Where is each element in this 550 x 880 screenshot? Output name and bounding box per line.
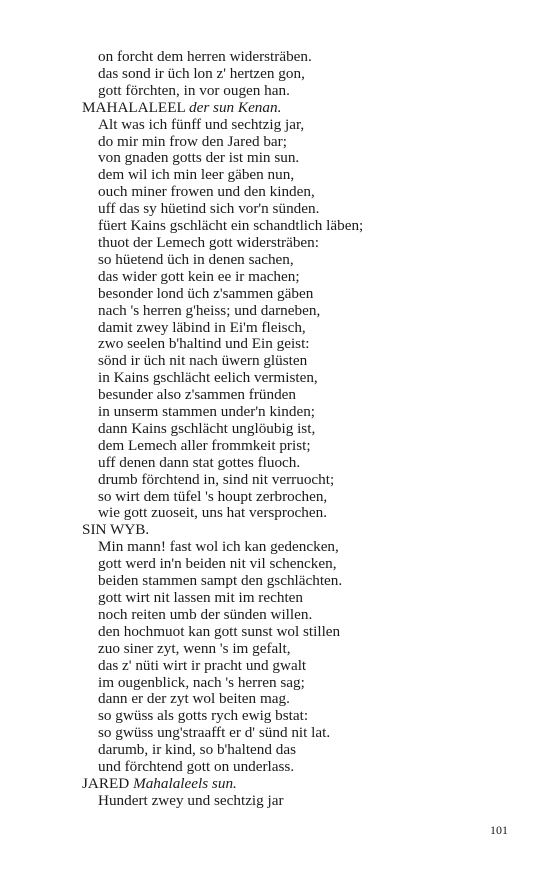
verse-line: von gnaden gotts der ist min sun.	[98, 149, 300, 167]
verse-line: noch reiten umb der sünden willen.	[98, 605, 313, 623]
verse-line: in Kains gschlächt eelich vermisten,	[98, 369, 318, 387]
speaker-name: JARED	[82, 774, 130, 792]
verse-line: on forcht dem herren widersträben.	[98, 48, 312, 65]
verse-line: das sond ir üch lon z' hertzen gon,	[98, 64, 305, 82]
verse-line: dem Lemech aller frommkeit prist;	[98, 436, 311, 454]
verse-line: uff denen dann stat gottes fluoch.	[98, 453, 301, 471]
verse-line: das z' nüti wirt ir pracht und gwalt	[98, 656, 307, 674]
verse-line: gott werd in'n beiden nit vil schencken,	[98, 555, 337, 573]
verse-line: beiden stammen sampt den gschlächten.	[98, 572, 343, 590]
verse-line: zwo seelen b'haltind und Ein geist:	[98, 335, 310, 353]
verse-line: drumb förchtend in, sind nit verruocht;	[98, 470, 335, 488]
verse-line: in unserm stammen under'n kinden;	[98, 403, 316, 421]
verse-line: Alt was ich fünff und sechtzig jar,	[98, 115, 305, 133]
speaker-heading	[82, 776, 522, 793]
verse-line: besonder lond üch z'sammen gäben	[98, 284, 314, 302]
verse-line: Min mann! fast wol ich kan gedencken,	[98, 538, 339, 556]
verse-line: im ougenblick, nach 's herren sag;	[98, 673, 305, 691]
verse-line: nach 's herren g'heiss; und darneben,	[98, 301, 321, 319]
verse-line: den hochmuot kan gott sunst wol stillen	[98, 622, 341, 640]
verse-line: thuot der Lemech gott widersträben:	[98, 233, 319, 251]
verse-line: so wirt dem tüfel 's houpt zerbrochen,	[98, 487, 328, 505]
verse-line: dem wil ich min leer gäben nun,	[98, 166, 295, 184]
verse-line: so gwüss ung'straafft er d' sünd nit lat.	[98, 724, 331, 742]
verse-line: und förchtend gott on underlass.	[98, 758, 295, 776]
verse-line: besunder also z'sammen fründen	[98, 386, 297, 404]
verse-line: gott förchten, in vor ougen han.	[98, 81, 290, 99]
verse-line: so hüetend üch in denen sachen,	[98, 250, 294, 268]
page-number: 101	[490, 823, 508, 837]
verse-line: zuo siner zyt, wenn 's im gefalt,	[98, 639, 291, 657]
verse-line: dann Kains gschlächt unglöubig ist,	[98, 419, 316, 437]
speaker-heading	[82, 100, 522, 117]
speaker-name: SIN WYB.	[82, 521, 150, 539]
verse-line: uff das sy hüetind sich vor'n sünden.	[98, 200, 320, 218]
verse-line: sönd ir üch nit nach üwern glüsten	[98, 352, 308, 370]
verse-line: wie gott zuoseit, uns hat versprochen.	[98, 504, 328, 522]
speaker-name: MAHALALEEL	[82, 98, 186, 116]
speaker-description: Mahalaleels sun.	[133, 774, 237, 792]
verse-line: dann er der zyt wol beiten mag.	[98, 690, 290, 708]
page-text	[82, 49, 522, 810]
verse-line: ouch miner frowen und den kinden,	[98, 183, 315, 201]
speaker-heading	[82, 522, 522, 539]
verse-line: so gwüss als gotts rych ewig bstat:	[98, 707, 309, 725]
verse-line: damit zwey läbind in Ei'm fleisch,	[98, 318, 306, 336]
verse-line: darumb, ir kind, so b'haltend das	[98, 741, 297, 759]
verse-line: gott wirt nit lassen mit im rechten	[98, 589, 303, 606]
verse-line: Hundert zwey und sechtzig jar	[98, 791, 284, 809]
verse-line: das wider gott kein ee ir machen;	[98, 267, 300, 285]
speaker-description: der sun Kenan.	[189, 98, 282, 116]
verse-line: do mir min frow den Jared bar;	[98, 132, 287, 150]
verse-line: füert Kains gschlächt ein schandtlich läben;	[98, 217, 364, 235]
